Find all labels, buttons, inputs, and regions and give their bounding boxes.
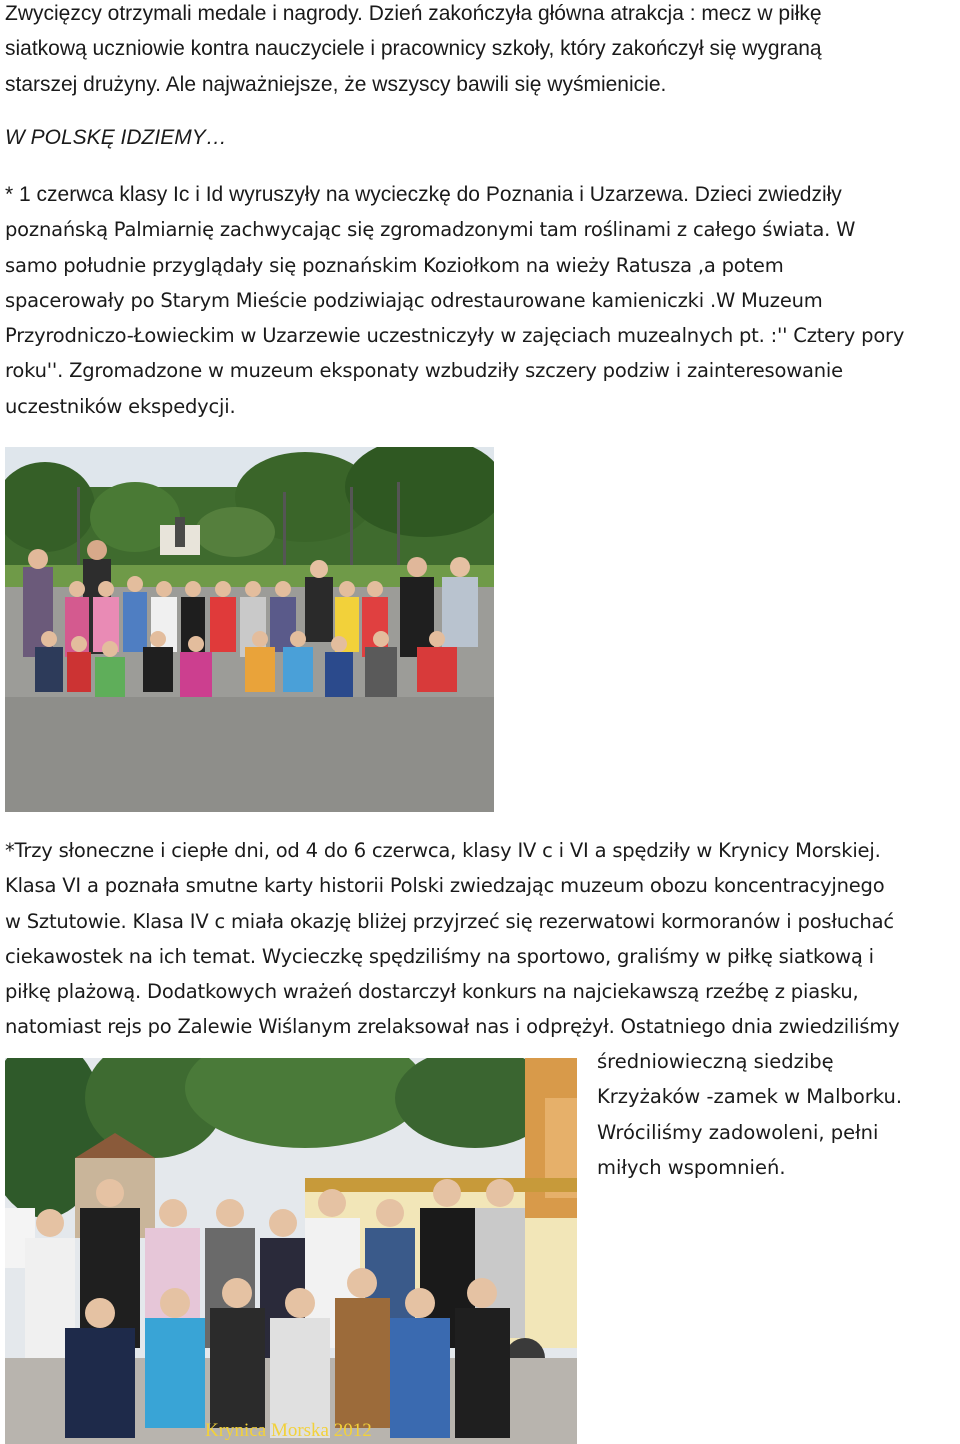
poznan-photo-svg bbox=[5, 447, 494, 812]
krynica-side-text bbox=[597, 1044, 902, 1185]
side-line: Wróciliśmy zadowoleni, pełni bbox=[597, 1120, 879, 1144]
poznan-line: spacerowały po Starym Mieście podziwiając odrestaurowane kamieniczki .W Muzeum bbox=[5, 288, 823, 312]
intro-line: siatkową uczniowie kontra nauczyciele i pracownicy szkoły, który zakończył się wygraną bbox=[5, 37, 822, 61]
krynica-line: piłkę plażową. Dodatkowych wrażeń dostarczył konkurs na najciekawszą rzeźbę z piasku, bbox=[5, 980, 859, 1004]
krynica-group-photo bbox=[5, 1058, 577, 1444]
intro-paragraph bbox=[5, 0, 822, 102]
side-line: Krzyżaków -zamek w Malborku. bbox=[597, 1085, 903, 1109]
krynica-line: *Trzy słoneczne i ciepłe dni, od 4 do 6 czerwca, klasy IV c i VI a spędziły w Krynicy Morskiej. bbox=[5, 839, 881, 862]
poznan-line: uczestników ekspedycji. bbox=[5, 394, 236, 418]
krynica-line: Klasa VI a poznała smutne karty historii Polski zwiedzając muzeum obozu koncentracyjnego bbox=[5, 874, 885, 898]
intro-line: Zwycięzcy otrzymali medale i nagrody. Dzień zakończyła główna atrakcja : mecz w piłkę bbox=[5, 2, 822, 25]
krynica-line: w Sztutowie. Klasa IV c miała okazję bliżej przyjrzeć się rezerwatowi kormoranów i posłuchać bbox=[5, 909, 894, 933]
krynica-line: ciekawostek na ich temat. Wycieczkę spędziliśmy na sportowo, graliśmy w piłkę siatkową i bbox=[5, 944, 874, 968]
poznan-paragraph bbox=[5, 177, 904, 424]
poznan-group-photo bbox=[5, 447, 494, 812]
poznan-line: Przyrodniczo-Łowieckim w Uzarzewie uczestniczyły w zajęciach muzealnych pt. :'' Cztery pory bbox=[5, 324, 905, 348]
section-heading: W POLSKĘ IDZIEMY… bbox=[5, 126, 227, 149]
side-line: średniowieczną siedzibę bbox=[597, 1050, 834, 1073]
krynica-photo-svg bbox=[5, 1058, 577, 1444]
krynica-line: natomiast rejs po Zalewie Wiślanym zrelaksował nas i odprężył. Ostatniego dnia zwiedziliśmy bbox=[5, 1015, 900, 1039]
poznan-line: roku''. Zgromadzone w muzeum eksponaty wzbudziły szczery podziw i zainteresowanie bbox=[5, 359, 843, 383]
poznan-line: samo południe przyglądały się poznańskim Koziołkom na wieży Ratusza ,a potem bbox=[5, 253, 784, 277]
poznan-line: poznańską Palmiarnię zachwycając się zgromadzonymi tam roślinami z całego świata. W bbox=[5, 218, 856, 242]
krynica-paragraph bbox=[5, 833, 900, 1045]
side-line: miłych wspomnień. bbox=[597, 1155, 786, 1179]
intro-line: starszej drużyny. Ale najważniejsze, że wszyscy bawili się wyśmienicie. bbox=[5, 72, 667, 96]
poznan-line: * 1 czerwca klasy Ic i Id wyruszyły na wycieczkę do Poznania i Uzarzewa. Dzieci zwiedziły bbox=[5, 183, 842, 206]
krynica-photo-caption: Krynica Morska 2012 bbox=[205, 1420, 372, 1441]
